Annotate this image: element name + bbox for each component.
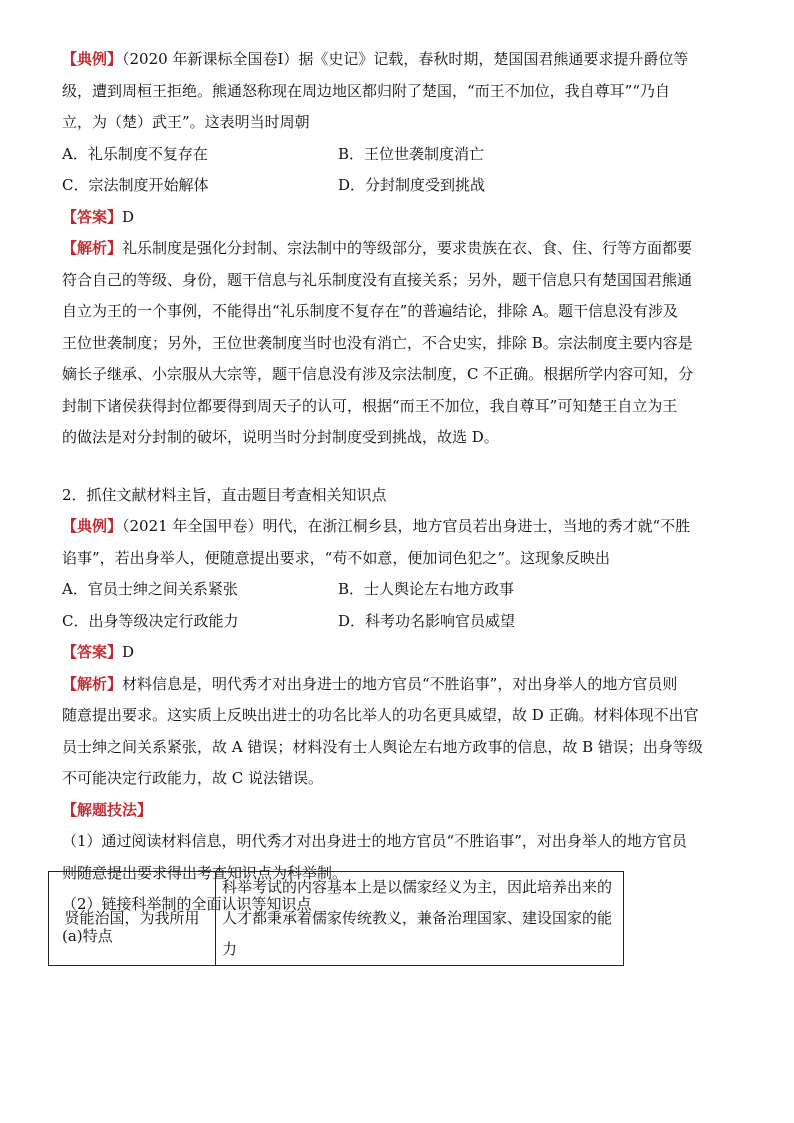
example1-analysis-line-3: 自立为王的一个事例，不能得出“礼乐制度不复存在”的普遍结论，排除 A。题干信息没有涉及 (62, 302, 678, 320)
option-d: D．科考功名影响官员威望 (338, 611, 516, 630)
option-a: A．礼乐制度不复存在 (62, 144, 208, 163)
analysis-tag: 【解析】 (62, 674, 123, 693)
example1-line-3: 立，为（楚）武王”。这表明当时周朝 (62, 113, 310, 131)
example2-analysis-line-2: 随意提出要求。这实质上反映出进士的功名比举人的功名更具威望，故 D 正确。材料体现不出官 (62, 706, 699, 724)
document-page (62, 44, 730, 952)
example2-analysis-line-1: 【解析】材料信息是，明代秀才对出身进士的地方官员“不胜谄事”，对出身举人的地方官员则 (62, 674, 678, 693)
tips-heading (62, 795, 730, 827)
option-c: C．出身等级决定行政能力 (62, 611, 239, 630)
example1-analysis-line-6: 封制下诸侯获得封位都要得到周天子的认可，根据“而王不加位，我自尊耳”可知楚王自立为王 (62, 396, 678, 415)
section-heading: 2．抓住文献材料主旨，直击题目考查相关知识点 (62, 485, 387, 504)
option-b: B．王位世袭制度消亡 (338, 144, 485, 163)
option-b: B．士人舆论左右地方政事 (338, 580, 515, 598)
feature-value-cell: 科举考试的内容基本上是以儒家经义为主，因此培养出来的人才都秉承着儒家传统教义，兼备治理国家、建设国家的能力 (216, 872, 624, 966)
example2-analysis-line-4: 不可能决定行政能力，故 C 说法错误。 (62, 769, 324, 787)
example2-analysis-line-3: 员士绅之间关系紧张，故 A 错误；材料没有士人舆论左右地方政事的信息，故 B 错误；出身等级 (62, 737, 703, 756)
option-a: A．官员士绅之间关系紧张 (62, 580, 238, 598)
feature-key-cell: 贤能治国，为我所用 (49, 872, 216, 966)
example-tag: 【典例】 (62, 50, 123, 68)
answer-tag: 【答案】 (62, 207, 123, 226)
analysis-tag: 【解析】 (62, 239, 123, 257)
example1-options-row-2 (62, 170, 730, 202)
example1-analysis-line-4: 王位世袭制度；另外，王位世袭制度当时也没有消亡，不合史实，排除 B。宗法制度主要内容是 (62, 333, 693, 352)
example1-analysis-line-5: 嫡长子继承、小宗服从大宗等，题干信息没有涉及宗法制度，C 不正确。根据所学内容可知，分 (62, 365, 694, 383)
answer-value: D (122, 207, 135, 226)
example1-options-row-1 (62, 139, 730, 171)
example2-line-2: 谄事”，若出身举人，便随意提出要求，“苟不如意，便加词色犯之”。这现象反映出 (62, 548, 611, 567)
tips-line-1: （1）通过阅读材料信息，明代秀才对出身进士的地方官员“不胜谄事”，对出身举人的地方官员 (62, 832, 687, 850)
option-c: C．宗法制度开始解体 (62, 176, 209, 194)
table-row (49, 872, 624, 966)
example1-answer (62, 202, 730, 234)
example2-answer (62, 637, 730, 669)
tips-tag: 【解题技法】 (62, 800, 153, 819)
example1-analysis-line-7: 的做法是对分封制的破坏，说明当时分封制度受到挑战，故选 D。 (62, 428, 499, 446)
option-d: D．分封制度受到挑战 (338, 176, 486, 194)
example1-line-1: 【典例】（2020 年新课标全国卷Ⅰ）据《史记》记载，春秋时期，楚国国君熊通要求提升爵位等 (62, 50, 689, 68)
tips-line-4: (a)特点 (62, 926, 113, 945)
example2-options-row-2 (62, 606, 730, 638)
example1-analysis-line-2: 符合自己的等级、身份，题干信息与礼乐制度没有直接关系；另外，题干信息只有楚国国君熊通 (62, 270, 693, 289)
answer-value: D (122, 643, 135, 661)
example2-line-1: 【典例】（2021 年全国甲卷）明代，在浙江桐乡县，地方官员若出身进士，当地的秀才就“不胜 (62, 517, 691, 535)
example1-line-2: 级，遭到周桓王拒绝。熊通怒称现在周边地区都归附了楚国，“而王不加位，我自尊耳”“乃自 (62, 81, 671, 100)
feature-table (48, 871, 624, 966)
answer-tag: 【答案】 (62, 643, 123, 661)
tips-line-2: 则随意提出要求得出考查知识点为科举制。 (62, 863, 348, 882)
example2-options-row-1 (62, 574, 730, 606)
example1-analysis-line-1: 【解析】礼乐制度是强化分封制、宗法制中的等级部分，要求贵族在衣、食、住、行等方面都要 (62, 239, 693, 257)
tips-line-3: （2）链接科举制的全面认识等知识点 (62, 895, 312, 913)
example-tag: 【典例】 (62, 517, 123, 535)
